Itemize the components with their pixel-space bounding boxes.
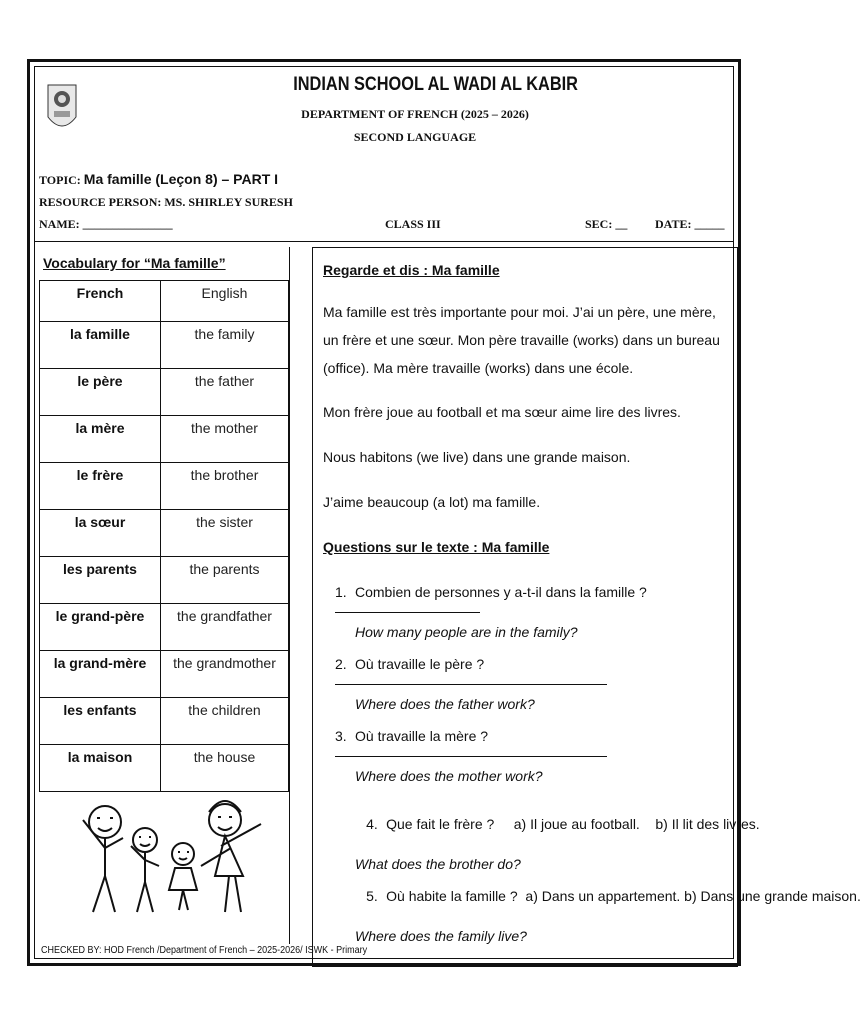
reading-title [323, 256, 727, 284]
column-french: French [40, 281, 161, 322]
question-number: 3. [335, 728, 347, 744]
footer-note: CHECKED BY: HOD French /Department of French – 2025-2026/ ISWK - Primary [41, 945, 368, 956]
question-english: Where does the mother work? [355, 768, 543, 784]
reading-paragraph-1: Ma famille est très importante pour moi. J’ai un père, une mère, un frère et une sœur. Mon père travaille (works) dans un bureau (office). Ma mère travaille (works) dans une école. [323, 304, 720, 376]
vocab-row [40, 463, 289, 510]
worksheet-inner-border [34, 66, 861, 959]
date-field[interactable]: DATE: _____ [655, 217, 725, 231]
vocab-english: the family [161, 322, 289, 369]
school-crest-logo [45, 77, 79, 141]
question-french: Que fait le frère ? a) Il joue au football. b) Il lit des livres. [386, 816, 760, 832]
header-divider [35, 241, 733, 242]
reading-paragraph-3: Nous habitons (we live) dans une grande maison. [323, 449, 631, 465]
column-english: English [161, 281, 289, 322]
question-english: Where does the father work? [355, 696, 535, 712]
vocab-row [40, 510, 289, 557]
vocab-row [40, 322, 289, 369]
vocab-french: le grand-père [40, 604, 161, 651]
question-number: 4. [366, 816, 378, 832]
question-french: Où travaille le père ? [355, 656, 485, 672]
vocab-row [40, 557, 289, 604]
vocab-english: the brother [161, 463, 289, 510]
section-field[interactable]: SEC: __ [585, 217, 628, 231]
answer-blank[interactable] [335, 672, 607, 685]
vocabulary-header-row [40, 281, 289, 322]
vocab-row [40, 369, 289, 416]
question-number: 2. [335, 656, 347, 672]
question-number: 5. [366, 888, 378, 904]
department-title: DEPARTMENT OF FRENCH (2025 – 2026) [301, 107, 529, 121]
question-english: Where does the family live? [355, 928, 527, 944]
vocab-french: la sœur [40, 510, 161, 557]
vocab-english: the house [161, 745, 289, 792]
vocabulary-table [39, 280, 289, 792]
vocab-row [40, 651, 289, 698]
worksheet-frame [27, 59, 861, 966]
vocab-french: la maison [40, 745, 161, 792]
language-subtitle: SECOND LANGUAGE [353, 130, 477, 144]
answer-blank[interactable] [335, 600, 480, 613]
vocab-english: the grandfather [161, 604, 289, 651]
school-name: INDIAN SCHOOL AL WADI AL KABIR [293, 74, 578, 95]
vocab-row [40, 698, 289, 745]
answer-blank[interactable] [335, 744, 607, 757]
vocab-french: le père [40, 369, 161, 416]
vocab-french: la grand-mère [40, 651, 161, 698]
vocab-english: the parents [161, 557, 289, 604]
question-item [335, 728, 729, 784]
question-item [335, 872, 861, 976]
resource-person: RESOURCE PERSON: MS. SHIRLEY SURESH [39, 195, 293, 209]
vocab-english: the children [161, 698, 289, 745]
question-french: Où habite la famille ? a) Dans un appartement. b) Dans une grande maison. [386, 888, 861, 904]
class-label: CLASS III [385, 217, 441, 231]
vocab-english: the sister [161, 510, 289, 557]
reading-title-text: Regarde et dis : Ma famille [323, 262, 500, 278]
questions-title-text: Questions sur le texte : Ma famille [323, 539, 550, 555]
vocab-french: la famille [40, 322, 161, 369]
questions-title [323, 533, 727, 561]
vocab-english: the grandmother [161, 651, 289, 698]
topic-label: TOPIC: [39, 173, 81, 187]
vocab-english: the mother [161, 416, 289, 463]
question-item [335, 656, 729, 712]
vocab-french: les parents [40, 557, 161, 604]
vocab-row [40, 604, 289, 651]
question-english: How many people are in the family? [355, 624, 578, 640]
vocabulary-title: Vocabulary for “Ma famille” [43, 255, 226, 271]
topic-value: Ma famille (Leçon 8) – PART I [83, 171, 279, 187]
question-french: Où travaille la mère ? [355, 728, 489, 744]
vocab-english: the father [161, 369, 289, 416]
topic-line [39, 171, 278, 188]
reading-panel [312, 247, 861, 967]
vocab-french: la mère [40, 416, 161, 463]
question-item [335, 584, 729, 640]
question-french: Combien de personnes y a-t-il dans la famille ? [355, 584, 647, 600]
vocab-french: le frère [40, 463, 161, 510]
family-illustration [75, 782, 275, 922]
reading-paragraph-4: J’aime beaucoup (a lot) ma famille. [323, 494, 541, 510]
question-number: 1. [335, 584, 347, 600]
reading-paragraph-2: Mon frère joue au football et ma sœur aime lire des livres. [323, 404, 681, 420]
vocab-row [40, 416, 289, 463]
vocab-french: les enfants [40, 698, 161, 745]
question-english: What does the brother do? [355, 856, 521, 872]
name-field[interactable]: NAME: _______________ [39, 217, 173, 231]
